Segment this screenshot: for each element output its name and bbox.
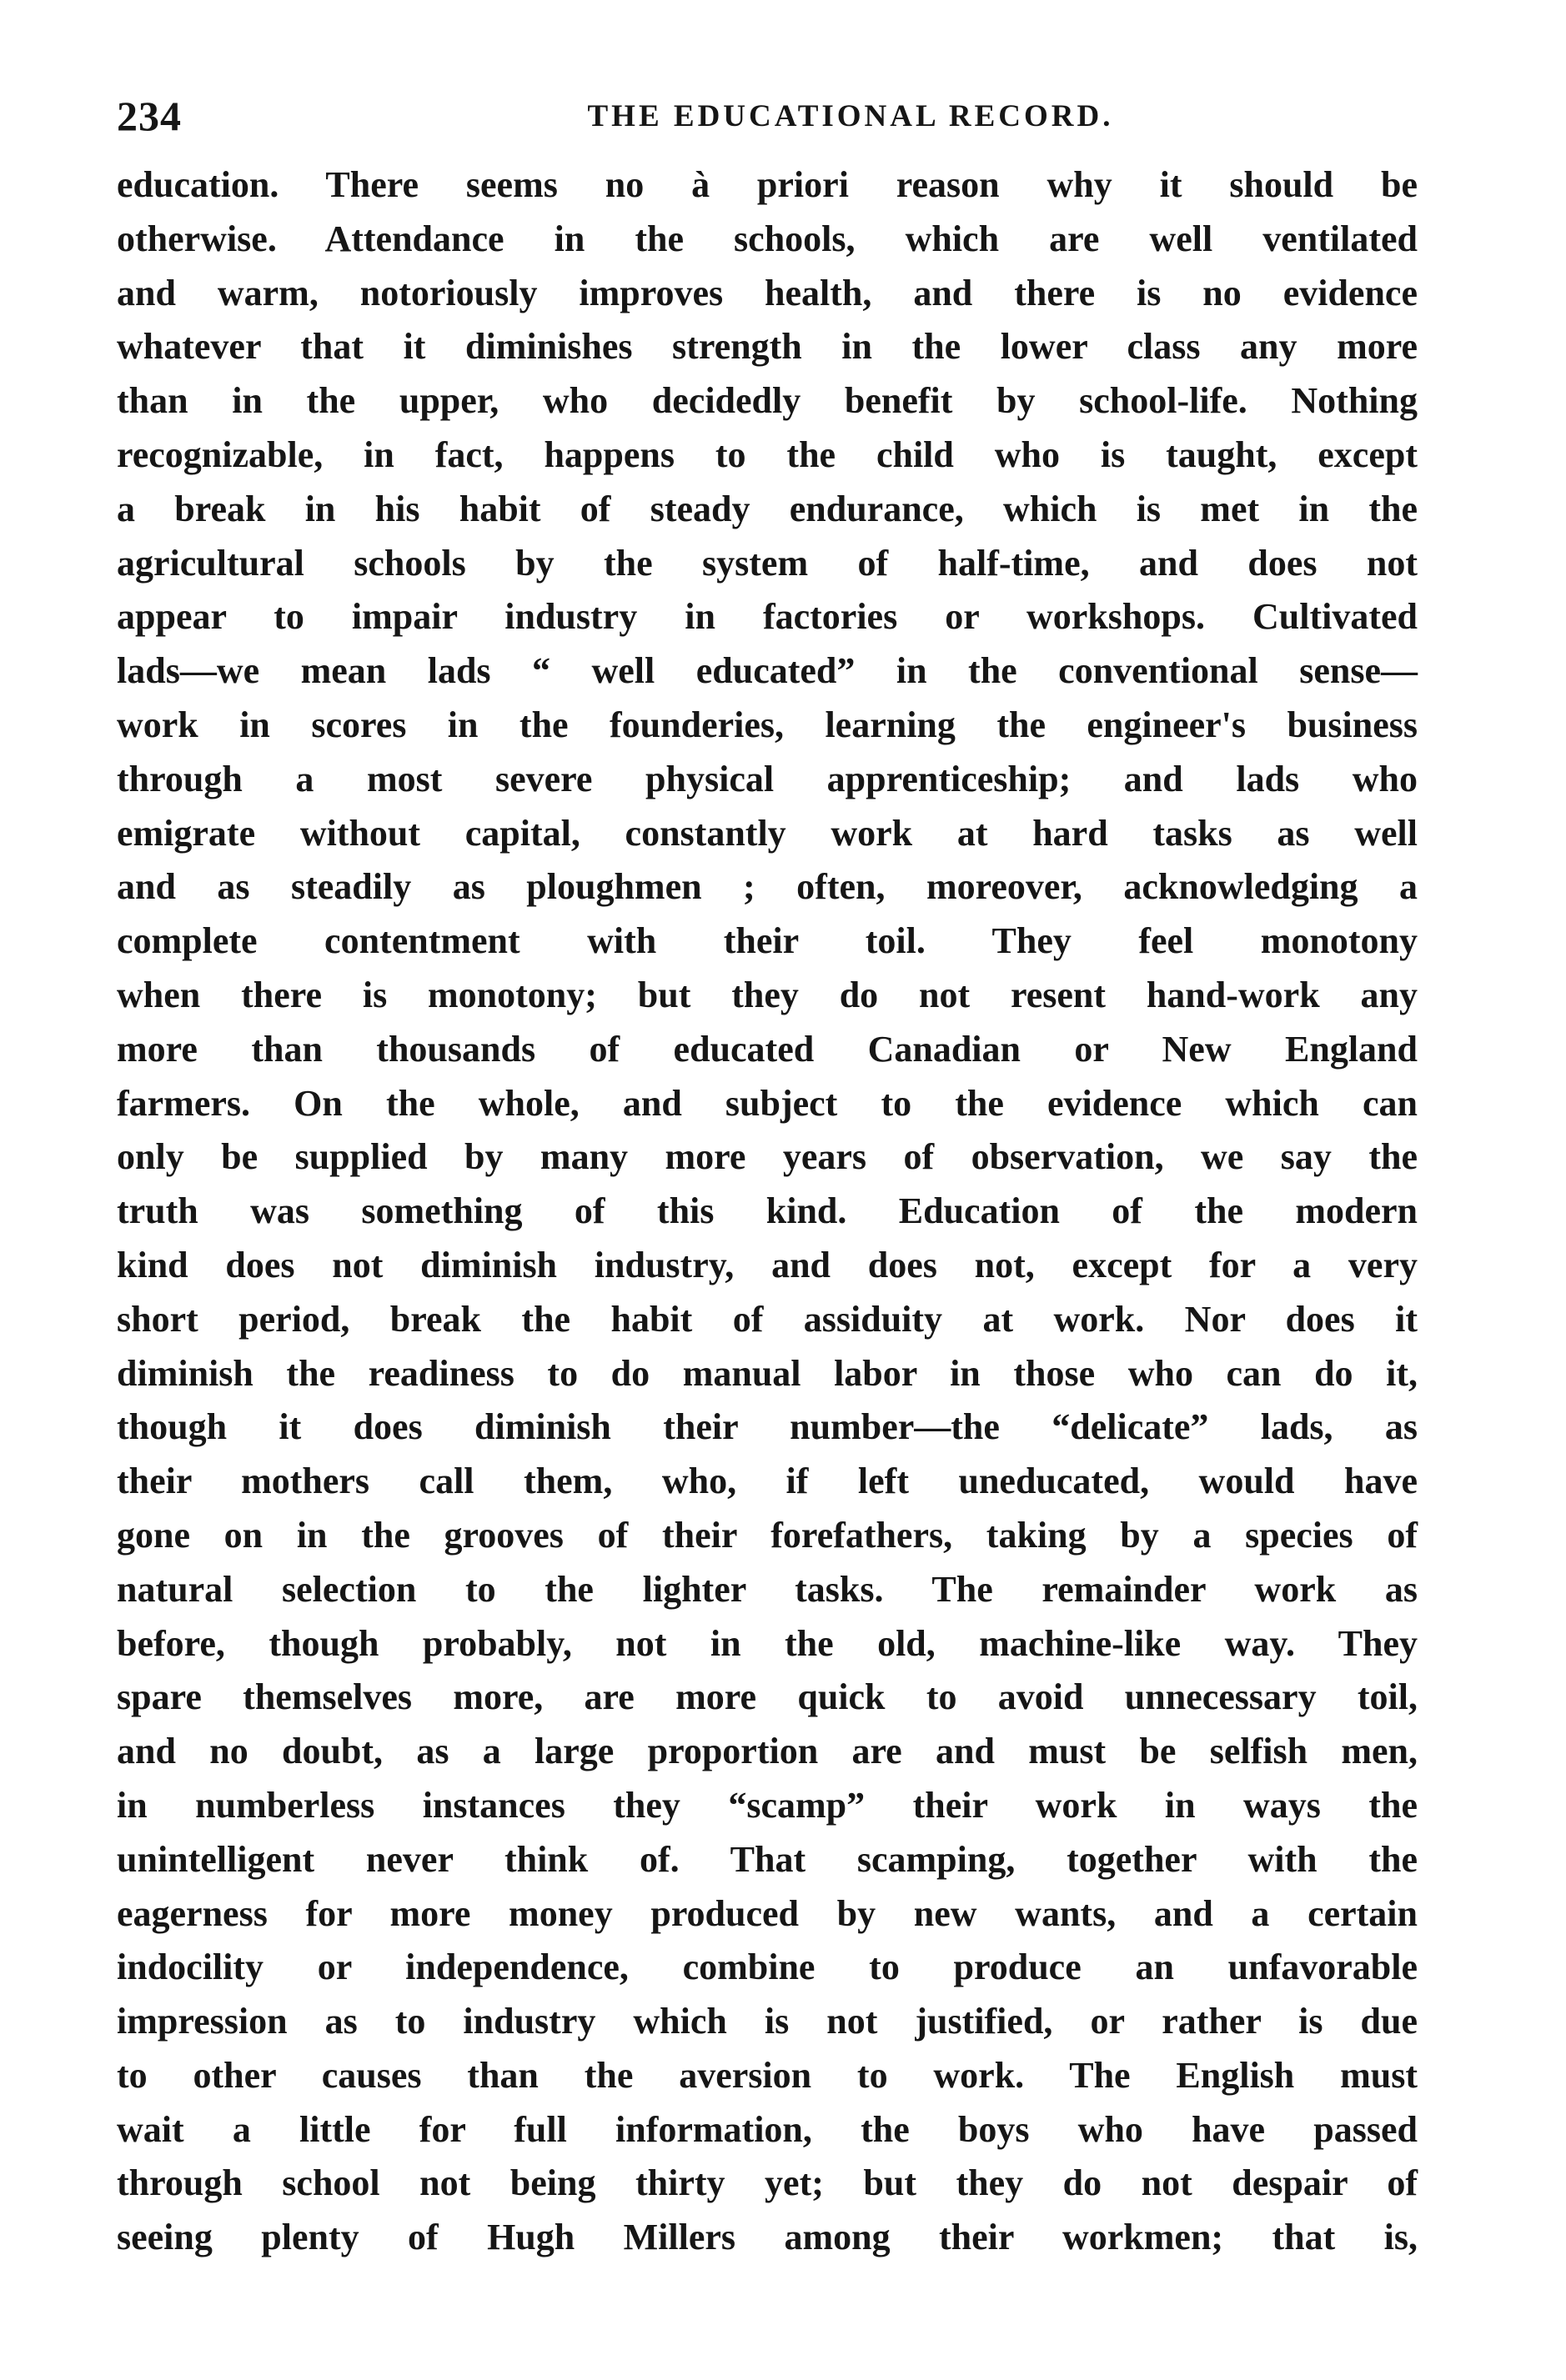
running-head bbox=[117, 92, 1418, 142]
journal-title: THE EDUCATIONAL RECORD. bbox=[587, 99, 1114, 133]
body-text bbox=[117, 158, 1418, 2265]
text-line: more than thousands of educated Canadian or New England bbox=[117, 1028, 1418, 1070]
text-line: spare themselves more, are more quick to avoid unnecessary toil, bbox=[117, 1676, 1418, 1718]
text-line: and no doubt, as a large proportion are and must be selfish men, bbox=[117, 1731, 1418, 1772]
text-line: indocility or independence, combine to produce an unfavorable bbox=[117, 1947, 1418, 1988]
page-number: 234 bbox=[117, 93, 182, 139]
text-line: whatever that it diminishes strength in the lower class any more bbox=[117, 326, 1418, 368]
text-line: than in the upper, who decidedly benefit by school-life. Nothing bbox=[117, 380, 1418, 422]
text-line: kind does not diminish industry, and does not, except for a very bbox=[117, 1244, 1418, 1285]
text-line: and as steadily as ploughmen ; often, moreover, acknowledging a bbox=[117, 866, 1418, 908]
text-line: farmers. On the whole, and subject to the evidence which can bbox=[117, 1082, 1418, 1124]
text-line: seeing plenty of Hugh Millers among their workmen; that is, bbox=[117, 2217, 1418, 2258]
text-line: emigrate without capital, constantly work at hard tasks as well bbox=[117, 812, 1418, 854]
text-line: work in scores in the founderies, learning the engineer's business bbox=[117, 704, 1418, 745]
text-line: their mothers call them, who, if left uneducated, would have bbox=[117, 1461, 1418, 1502]
text-line: in numberless instances they “scamp” their work in ways the bbox=[117, 1784, 1418, 1826]
text-line: impression as to industry which is not justified, or rather is due bbox=[117, 2001, 1418, 2042]
text-line: eagerness for more money produced by new wants, and a certain bbox=[117, 1892, 1418, 1934]
text-line: unintelligent never think of. That scamping, together with the bbox=[117, 1838, 1418, 1880]
text-line: and warm, notoriously improves health, and there is no evidence bbox=[117, 272, 1418, 313]
text-line: truth was something of this kind. Education of the modern bbox=[117, 1190, 1418, 1232]
text-line: before, though probably, not in the old, machine-like way. They bbox=[117, 1622, 1418, 1664]
text-line: appear to impair industry in factories or workshops. Cultivated bbox=[117, 596, 1418, 638]
text-line: otherwise. Attendance in the schools, which are well ventilated bbox=[117, 218, 1418, 259]
text-line: education. There seems no à priori reason why it should be bbox=[117, 164, 1418, 205]
text-line: to other causes than the aversion to work. The English must bbox=[117, 2054, 1418, 2096]
text-line: a break in his habit of steady endurance, which is met in the bbox=[117, 488, 1418, 529]
text-line: recognizable, in fact, happens to the child who is taught, except bbox=[117, 433, 1418, 475]
text-line: agricultural schools by the system of half-time, and does not bbox=[117, 542, 1418, 584]
text-line: though it does diminish their number—the “delicate” lads, as bbox=[117, 1406, 1418, 1448]
text-line: gone on in the grooves of their forefathers, taking by a species of bbox=[117, 1514, 1418, 1556]
text-line: when there is monotony; but they do not resent hand-work any bbox=[117, 974, 1418, 1015]
text-line: only be supplied by many more years of observation, we say the bbox=[117, 1136, 1418, 1178]
text-line: short period, break the habit of assiduity at work. Nor does it bbox=[117, 1298, 1418, 1340]
text-line: natural selection to the lighter tasks. The remainder work as bbox=[117, 1568, 1418, 1610]
text-line: complete contentment with their toil. They feel monotony bbox=[117, 920, 1418, 962]
text-line: through a most severe physical apprenticeship; and lads who bbox=[117, 758, 1418, 799]
text-line: wait a little for full information, the boys who have passed bbox=[117, 2108, 1418, 2150]
text-line: diminish the readiness to do manual labor in those who can do it, bbox=[117, 1352, 1418, 1394]
text-line: through school not being thirty yet; but they do not despair of bbox=[117, 2162, 1418, 2204]
text-line: lads—we mean lads “ well educated” in the conventional sense— bbox=[117, 650, 1418, 692]
